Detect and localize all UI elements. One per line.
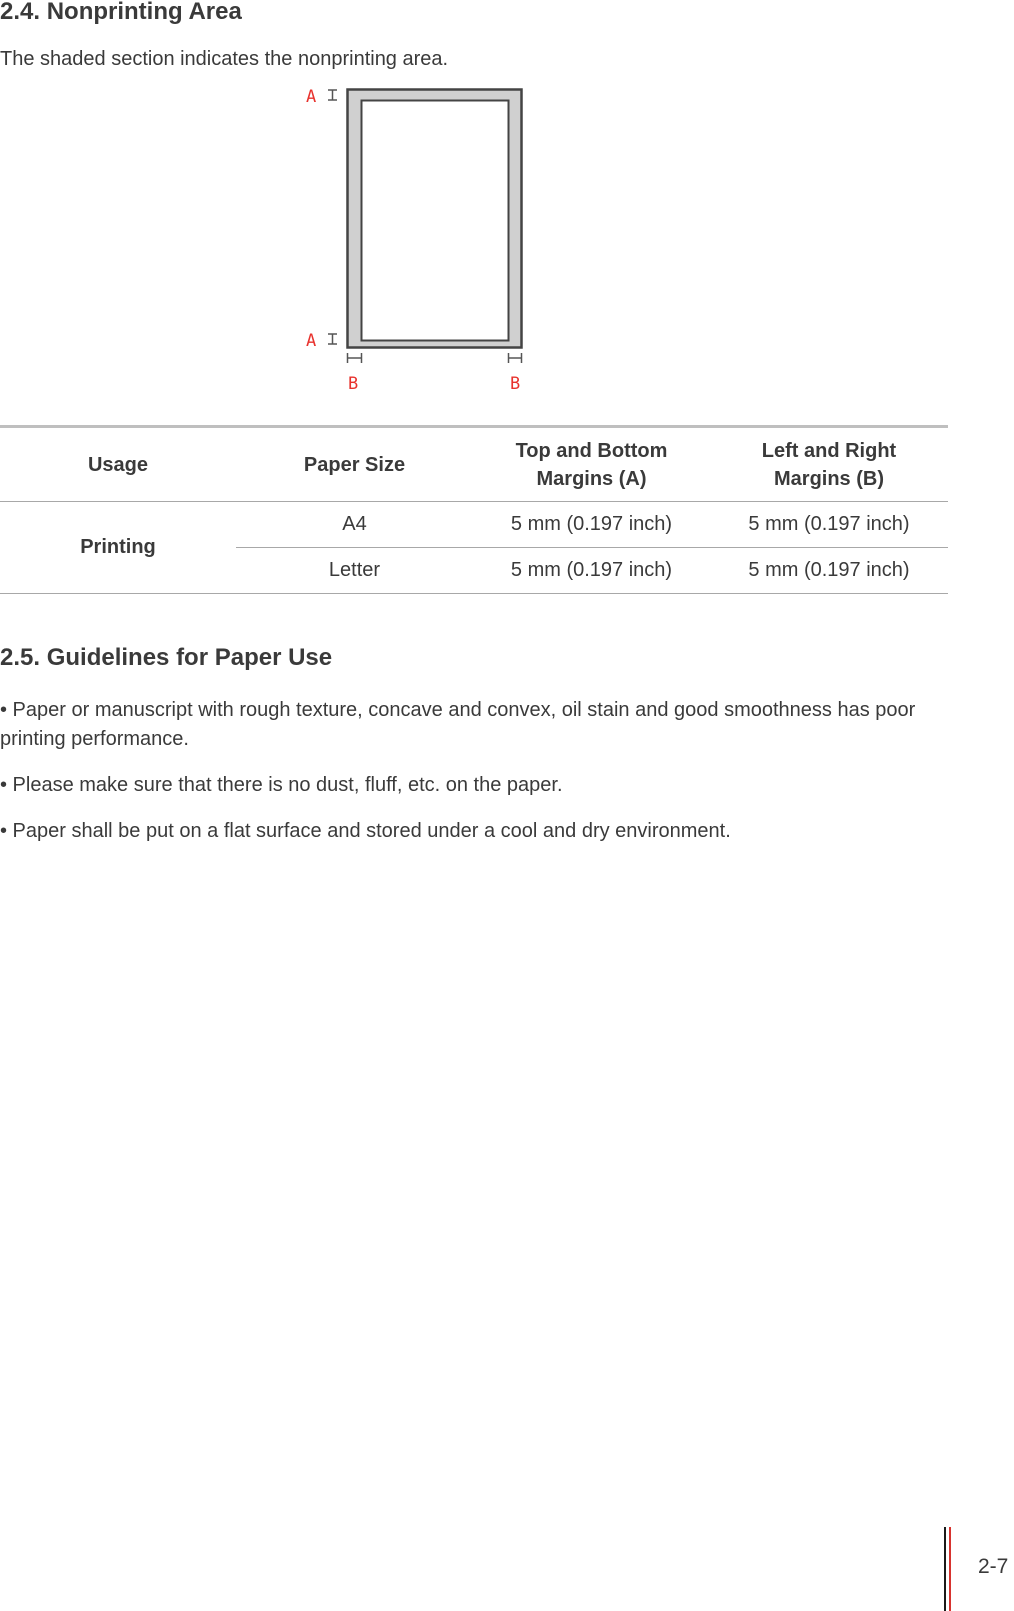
- header-left-right-line1: Left and Right: [761, 439, 897, 462]
- nonprinting-intro-text: The shaded section indicates the nonprinting area.: [0, 48, 449, 70]
- header-paper-size: Paper Size: [236, 427, 473, 502]
- left-right-margin-cell: 5 mm (0.197 inch): [710, 502, 948, 548]
- section-title-paper-guidelines: 2.5. Guidelines for Paper Use: [0, 644, 333, 671]
- margin-marker-b-right: [509, 353, 522, 363]
- top-bottom-margin-cell: 5 mm (0.197 inch): [473, 502, 710, 548]
- usage-cell: Printing: [80, 536, 156, 558]
- table-header-row: [0, 427, 948, 502]
- paper-size-cell: Letter: [328, 559, 381, 581]
- list-item: • Paper or manuscript with rough texture, concave and convex, oil stain and good smoothness has poor printing performance.: [0, 699, 916, 750]
- footer-rule-dark: [944, 1527, 946, 1611]
- section-title-nonprinting-area: 2.4. Nonprinting Area: [0, 0, 242, 25]
- header-top-bottom-line1: Top and Bottom: [515, 439, 668, 462]
- top-bottom-margin-cell: 5 mm (0.197 inch): [510, 559, 673, 581]
- paper-guidelines-list: [0, 696, 960, 863]
- nonprinting-area-diagram: [300, 82, 560, 402]
- paper-size-cell: A4: [236, 502, 473, 548]
- footer-rule-red: [949, 1527, 951, 1611]
- header-top-bottom-line2: Margins (A): [536, 467, 647, 490]
- label-a-top: A: [306, 87, 317, 107]
- list-item: • Please make sure that there is no dust, fluff, etc. on the paper.: [0, 774, 563, 796]
- label-b-right: B: [510, 374, 521, 394]
- printable-area: [362, 101, 509, 341]
- header-usage: Usage: [0, 427, 236, 502]
- margin-specification-table: [0, 425, 948, 594]
- margin-marker-a-top: [328, 90, 337, 100]
- header-left-right-line2: Margins (B): [774, 467, 884, 490]
- header-top-bottom-margins: [473, 427, 710, 502]
- label-b-left: B: [348, 374, 359, 394]
- table-row: [0, 502, 948, 548]
- list-item: • Paper shall be put on a flat surface and stored under a cool and dry environment.: [0, 820, 731, 842]
- page-number: 2-7: [978, 1555, 1009, 1578]
- margin-marker-a-bottom: [328, 334, 337, 344]
- label-a-bottom: A: [306, 331, 317, 351]
- left-right-margin-cell: 5 mm (0.197 inch): [748, 559, 910, 581]
- header-left-right-margins: [710, 427, 948, 502]
- margin-marker-b-left: [348, 353, 362, 363]
